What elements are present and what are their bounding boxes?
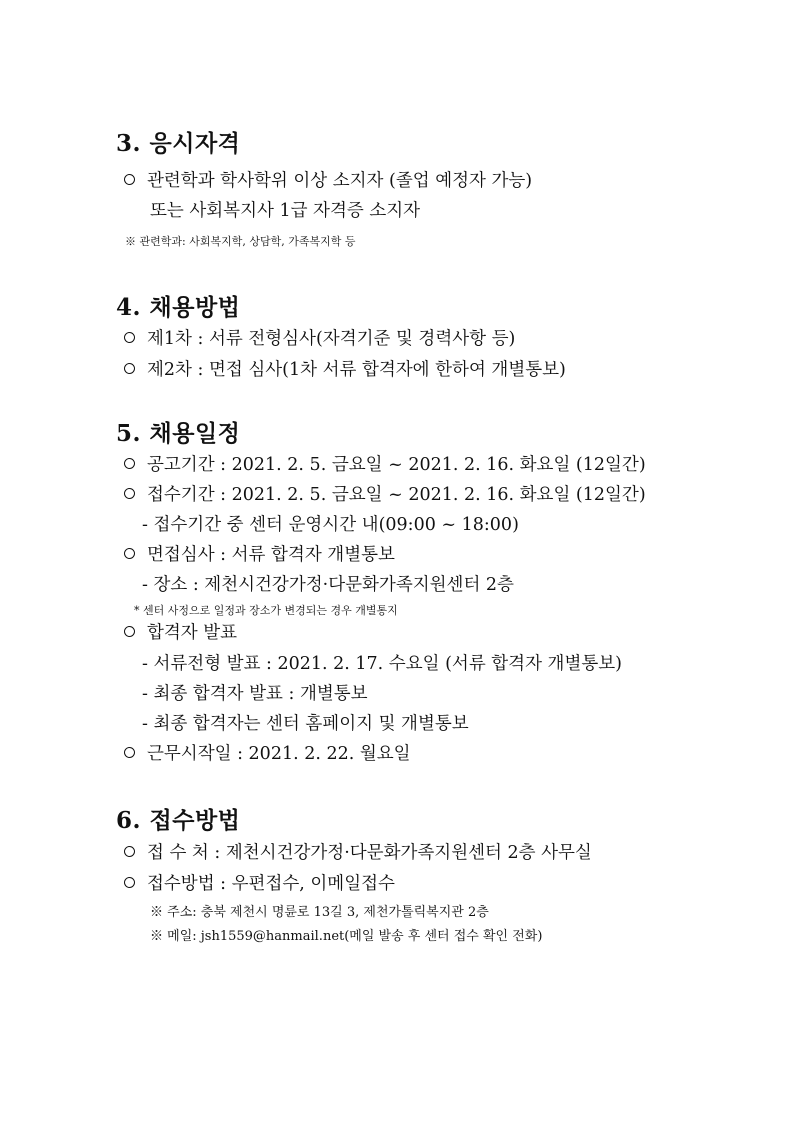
circle-bullet-icon [124,846,135,857]
receipt-method-text: 접수방법 : 우편접수, 이메일접수 [147,874,395,894]
announce-period-item [124,457,646,475]
circle-bullet-icon [124,332,135,343]
address-note: ※ 주소: 충북 제천시 명륜로 13길 3, 제천가톨릭복지관 2층 [150,905,489,920]
circle-bullet-icon [124,488,135,499]
circle-bullet-icon [124,548,135,559]
qualification-note: ※ 관련학과: 사회복지학, 상담학, 가족복지학 등 [125,235,356,248]
hiring-method-item-2 [124,362,566,380]
qualification-line-2: 또는 사회복지사 1급 자격증 소지자 [150,201,421,221]
receipt-method-item [124,876,395,894]
hiring-method-item-1 [124,331,515,349]
interview-text: 면접심사 : 서류 합격자 개별통보 [147,545,395,565]
receipt-period-item [124,487,646,505]
pass-announce-text: 합격자 발표 [147,623,238,643]
interview-note: * 센터 사정으로 일정과 장소가 변경되는 경우 개별통지 [134,604,398,617]
pass-announce-sub-1: - 서류전형 발표 : 2021. 2. 17. 수요일 (서류 합격자 개별통보) [142,654,623,674]
receipt-period-text: 접수기간 : 2021. 2. 5. 금요일 ~ 2021. 2. 16. 화요일 (12일간) [147,485,646,505]
circle-bullet-icon [124,458,135,469]
section-5-heading: 5. 채용일정 [116,420,241,447]
circle-bullet-icon [124,747,135,758]
receipt-place-item [124,845,592,863]
receipt-place-text: 접 수 처 : 제천시건강가정·다문화가족지원센터 2층 사무실 [147,843,592,863]
interview-place: - 장소 : 제천시건강가정·다문화가족지원센터 2층 [142,575,514,595]
announce-period-text: 공고기간 : 2021. 2. 5. 금요일 ~ 2021. 2. 16. 화요일 (12일간) [147,455,646,475]
receipt-period-sub: - 접수기간 중 센터 운영시간 내(09:00 ~ 18:00) [142,515,519,535]
interview-item [124,547,395,565]
work-start-item [124,746,411,764]
pass-announce-sub-3: - 최종 합격자는 센터 홈페이지 및 개별통보 [142,714,469,734]
circle-bullet-icon [124,174,135,185]
circle-bullet-icon [124,363,135,374]
section-3-heading: 3. 응시자격 [116,130,241,157]
section-6-heading: 6. 접수방법 [116,807,241,834]
hiring-method-text-2: 제2차 : 면접 심사(1차 서류 합격자에 한하여 개별통보) [147,360,566,380]
pass-announce-sub-2: - 최종 합격자 발표 : 개별통보 [142,684,368,704]
circle-bullet-icon [124,877,135,888]
pass-announce-item [124,625,237,643]
section-4-heading: 4. 채용방법 [116,294,241,321]
email-note: ※ 메일: jsh1559@hanmail.net(메일 발송 후 센터 접수 확인 전화) [150,929,543,944]
qualification-line-1: 관련학과 학사학위 이상 소지자 (졸업 예정자 가능) [147,171,533,191]
circle-bullet-icon [124,626,135,637]
qualification-item [124,173,532,191]
work-start-text: 근무시작일 : 2021. 2. 22. 월요일 [147,744,411,764]
hiring-method-text-1: 제1차 : 서류 전형심사(자격기준 및 경력사항 등) [147,329,516,349]
